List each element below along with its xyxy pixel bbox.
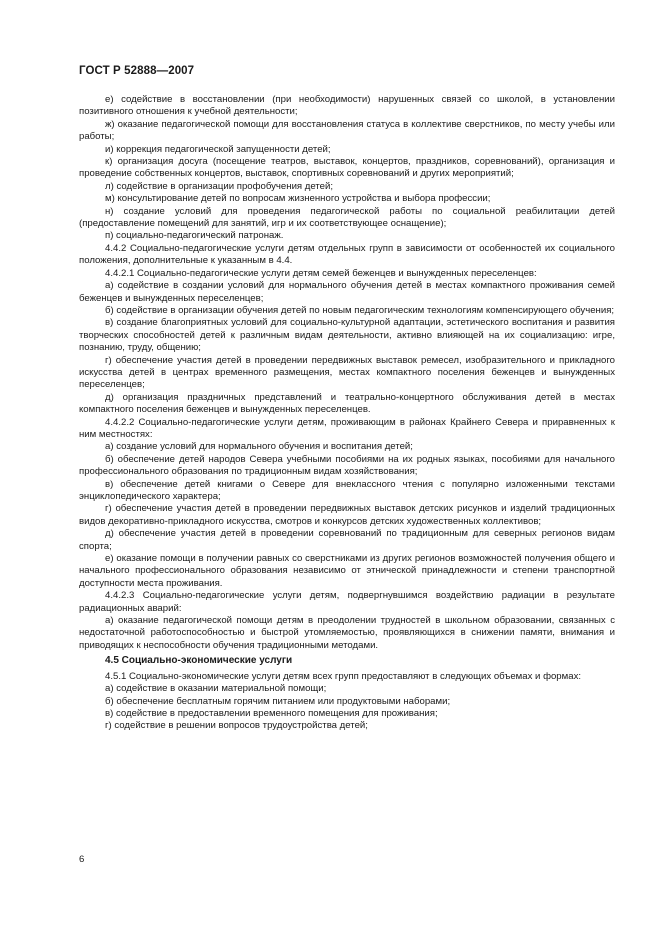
paragraph: е) содействие в восстановлении (при необходимости) нарушенных связей со школой, в установлении позитивного отношения к учебной деятельности;: [79, 94, 615, 118]
document-body: [79, 94, 615, 733]
paragraph: а) содействие в оказании материальной помощи;: [105, 683, 327, 695]
section-heading: 4.5 Социально-экономические услуги: [105, 655, 293, 667]
paragraph: е) оказание помощи в получении равных со сверстниками из других регионов возможностей получения общего и начального профессионального образования независимо от этнической принадлежности и степени транспортной доступности места проживания.: [79, 553, 615, 589]
paragraph: 4.4.2.2 Социально-педагогические услуги детям, проживающим в районах Крайнего Севера и приравненных к ним местностях:: [79, 416, 615, 440]
paragraph: 4.4.2 Социально-педагогические услуги детям отдельных групп в зависимости от особенностей их социального положения, дополнительные к указанным в 4.4.: [79, 242, 615, 267]
paragraph: а) содействие в создании условий для нормального обучения детей в местах компактного проживания семей беженцев и вынужденных переселенцев;: [79, 280, 615, 304]
page-number: 6: [79, 854, 85, 865]
paragraph: б) содействие в организации обучения детей по новым педагогическим технологиям компенсирующего обучения;: [105, 304, 615, 316]
paragraph: 4.5.1 Социально-экономические услуги детям всех групп предоставляют в следующих объемах и формах:: [105, 670, 582, 682]
paragraph: б) обеспечение детей народов Севера учебными пособиями на их родных языках, пособиями для начального профессионального образования по традиционным видам хозяйствования;: [79, 453, 615, 478]
paragraph: в) создание благоприятных условий для социально-культурной адаптации, эстетического воспитания и развития творческих способностей детей к различным видам деятельности, активно влияющей на их социализацию: игре, познанию, труду, общению;: [79, 317, 615, 354]
paragraph: ж) оказание педагогической помощи для восстановления статуса в коллективе сверстников, по месту учебы или работы;: [79, 118, 615, 143]
paragraph: к) организация досуга (посещение театров, выставок, концертов, праздников, соревнований), организация и проведение собственных концертов, выставок, спортивных соревнований и других мероприятий;: [79, 156, 615, 180]
paragraph: б) обеспечение бесплатным горячим питанием или продуктовыми наборами;: [105, 695, 451, 707]
paragraph: д) обеспечение участия детей в проведении соревнований по традиционным для северных регионов видам спорта;: [79, 528, 615, 552]
document-header: ГОСТ Р 52888—2007: [79, 65, 195, 77]
paragraph: г) содействие в решении вопросов трудоустройства детей;: [105, 720, 368, 732]
paragraph: д) организация праздничных представлений и театрально-концертного обслуживания детей в местах компактного поселения беженцев и вынужденных переселенцев.: [79, 391, 615, 416]
paragraph: л) содействие в организации профобучения детей;: [105, 180, 334, 192]
paragraph: 4.4.2.3 Социально-педагогические услуги детям, подвергнувшимся воздействию радиации в результате радиационных аварий:: [79, 590, 615, 614]
paragraph: а) создание условий для нормального обучения и воспитания детей;: [105, 441, 413, 453]
paragraph: в) обеспечение детей книгами о Севере для внеклассного чтения с популярно изложенными текстами энциклопедического характера;: [79, 478, 615, 502]
paragraph: н) создание условий для проведения педагогической работы по социальной реабилитации детей (предоставление помещений для занятий, игр и их соответствующее оснащение);: [79, 205, 615, 230]
paragraph: м) консультирование детей по вопросам жизненного устройства и выбора профессии;: [105, 193, 491, 205]
paragraph: 4.4.2.1 Социально-педагогические услуги детям семей беженцев и вынужденных переселенцев:: [105, 267, 537, 279]
paragraph: в) содействие в предоставлении временного помещения для проживания;: [105, 707, 438, 719]
paragraph: г) обеспечение участия детей в проведении передвижных выставок детских рисунков и изделий традиционных видов декоративно-прикладного искусства, смотров и конкурсов детских художественных коллективов;: [79, 503, 615, 527]
paragraph: и) коррекция педагогической запущенности детей;: [105, 143, 331, 155]
paragraph: г) обеспечение участия детей в проведении передвижных выставок ремесел, изобразительного и прикладного искусства детей в центрах временного размещения, местах компактного поселения беженцев и вынужденных переселенцев;: [79, 354, 615, 391]
paragraph: а) оказание педагогической помощи детям в преодолении трудностей в школьном образовании, связанных с недостаточной работоспособностью и быстрой утомляемостью, проявляющихся в снижении памяти, внимания и приводящих к неспособности обучения традиционными методами.: [79, 615, 615, 651]
paragraph: п) социально-педагогический патронаж.: [105, 230, 284, 242]
